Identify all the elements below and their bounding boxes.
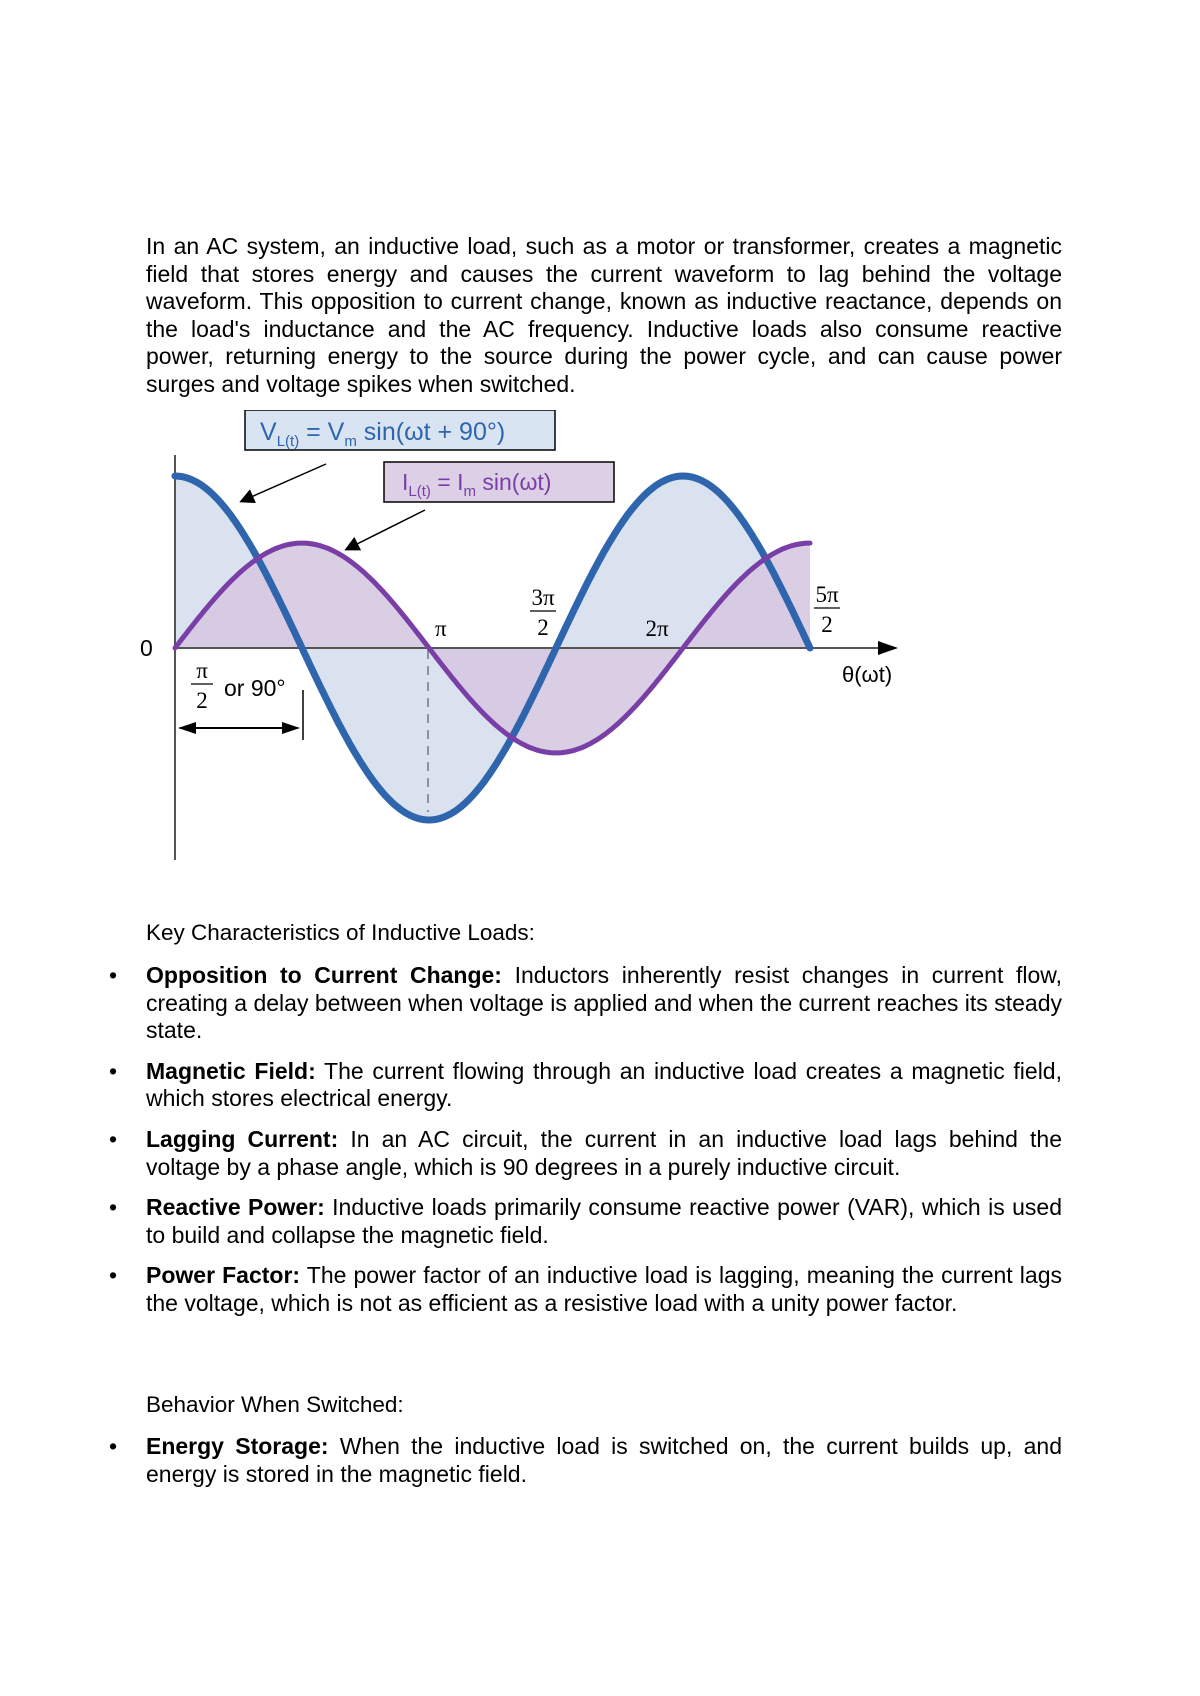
current-equation: $I_{L(t)} = I_m$ sin(ωt) [402,469,552,500]
list-item [109,1433,1062,1488]
tick-label-2pi: 2π [645,616,669,641]
list-item [109,1125,1062,1181]
voltage-equation: $V_{L(t)} = V_m$ sin(ωt + 90°) [260,418,506,450]
origin-label: 0 [140,635,153,661]
tick-label-5pi-num: 5π [815,582,839,607]
list-item [109,962,1062,1045]
current-pointer [347,510,425,549]
phase-arrow-left-icon [178,722,196,734]
list-item-text: The power factor of an inductive load is lagging, meaning the current lags the voltage, which is not as efficient as a resistive load with a unity power factor. [146,1262,1062,1316]
x-axis-label: θ(ωt) [842,662,893,687]
tick-label-3pi-num: 3π [531,585,555,610]
intro-paragraph: In an AC system, an inductive load, such as a motor or transformer, creates a magnetic field that stores energy and causes the current waveform to lag behind the voltage waveform. This opposition to current change, known as inductive reactance, depends on the load's inductance and the AC frequency. Inductive loads also consume reactive power, returning energy to the source during the power cycle, and can cause power surges and voltage spikes when switched. [146,233,1062,397]
x-axis-arrow-icon [878,641,898,655]
list-item-text: Inductive loads primarily consume reactive power (VAR), which is used to build and collapse the magnetic field. [146,1194,1062,1248]
phase-num: π [196,658,208,683]
bullet-icon: • [109,1057,118,1084]
list-item-term: Opposition to Current Change: [146,962,502,988]
list-item-term: Energy Storage: [146,1433,329,1459]
tick-label-pi: π [435,616,447,641]
list-item [109,1194,1062,1249]
list-item-term: Lagging Current: [146,1125,339,1152]
list-item-term: Power Factor: [146,1262,301,1289]
tick-label-5pi-den: 2 [821,612,833,637]
waveform-chart [130,410,930,870]
list-item-term: Reactive Power: [146,1194,325,1221]
key-characteristics-heading: Key Characteristics of Inductive Loads: [146,920,535,945]
list-item [109,1057,1062,1113]
behavior-list [109,1433,1062,1501]
bullet-icon: • [109,1125,118,1152]
behavior-heading: Behavior When Switched: [146,1392,404,1417]
bullet-icon: • [109,962,118,988]
tick-label-3pi-den: 2 [537,615,549,640]
list-item-text: In an AC circuit, the current in an inductive load lags behind the voltage by a phase angle, which is 90 degrees in a purely inductive circuit. [146,1125,1062,1180]
phase-text: or 90° [224,675,286,701]
bullet-icon: • [109,1262,118,1289]
list-item-text: Inductors inherently resist changes in current flow, creating a delay between when voltage is applied and when the current reaches its steady state. [146,962,1062,1044]
phase-den: 2 [196,688,208,713]
waveform-figure [130,410,930,875]
list-item-text: When the inductive load is switched on, the current builds up, and energy is stored in the magnetic field. [146,1433,1062,1487]
list-item [109,1262,1062,1317]
voltage-pointer [242,464,326,501]
list-item-text: The current flowing through an inductive load creates a magnetic field, which stores electrical energy. [146,1057,1062,1112]
key-characteristics-list [109,962,1062,1331]
bullet-icon: • [109,1433,118,1459]
phase-arrow-right-icon [282,722,300,734]
bullet-icon: • [109,1194,118,1221]
list-item-term: Magnetic Field: [146,1057,316,1084]
